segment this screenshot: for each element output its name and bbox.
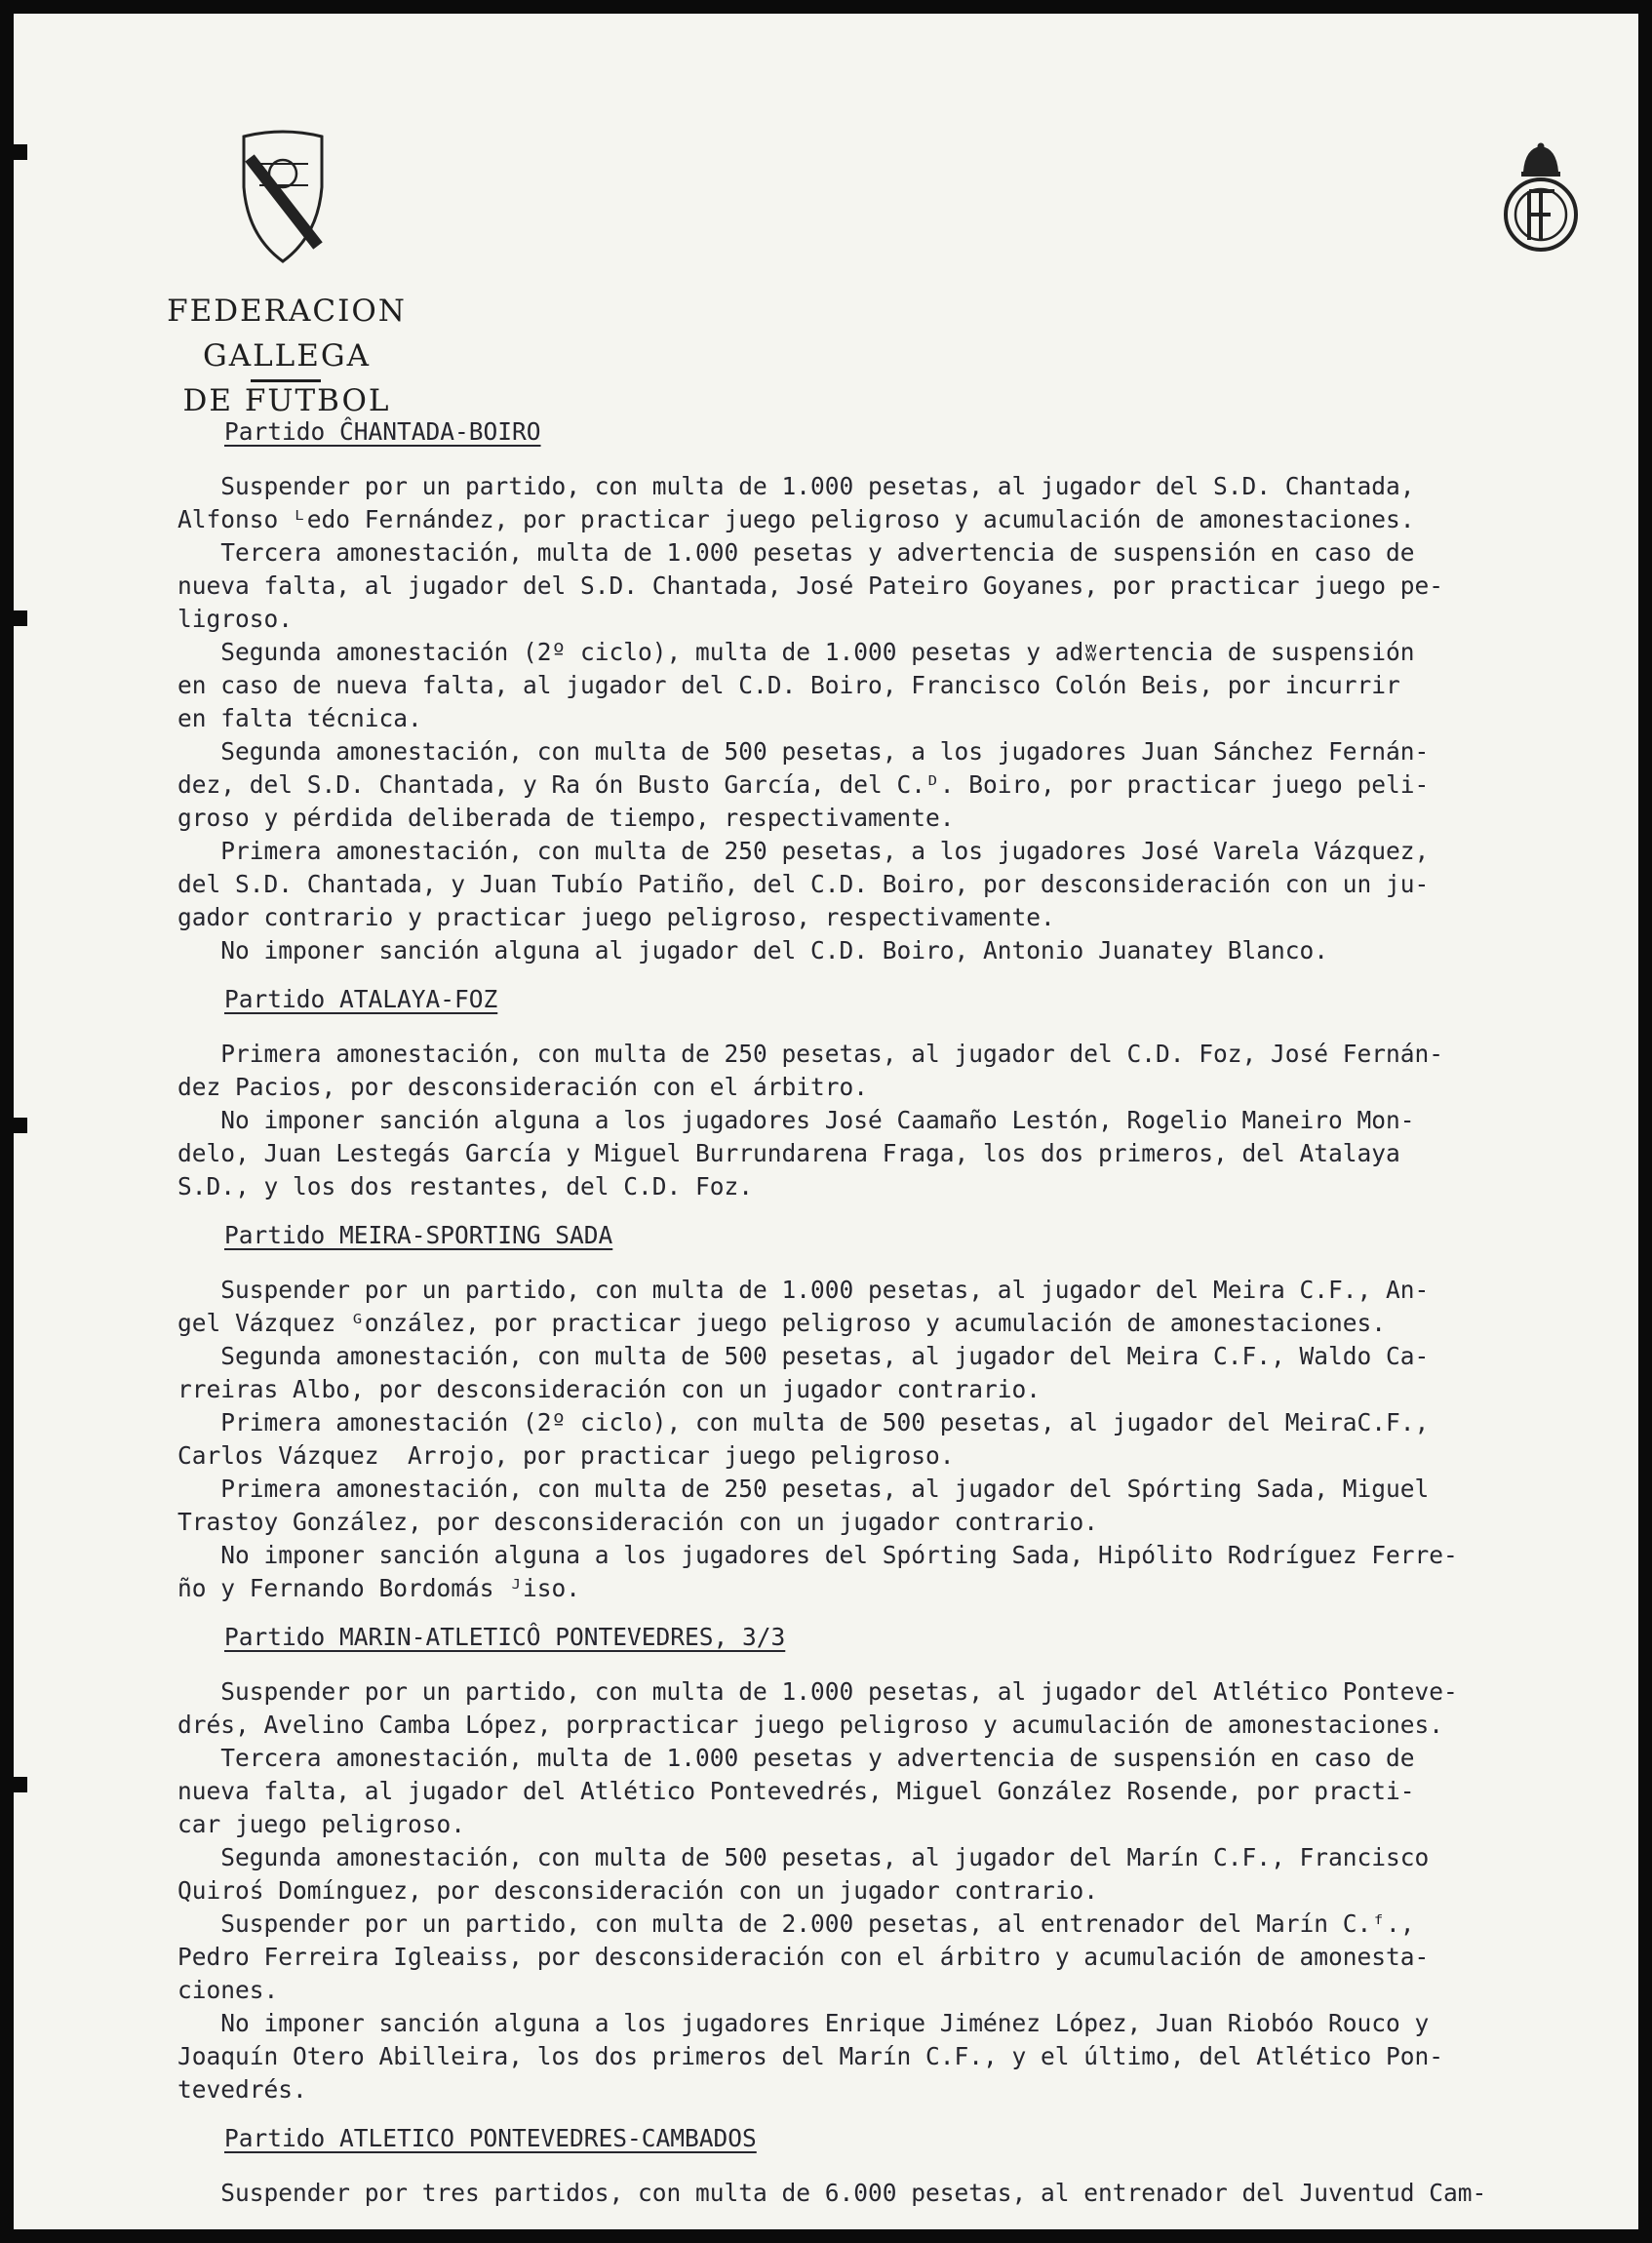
letterhead-divider xyxy=(251,379,321,382)
text-line: ño y Fernando Bordomás ᴶiso. xyxy=(177,1574,581,1602)
text-line: No imponer sanción alguna a los jugadores José Caamaño Lestón, Rogelio Maneiro Mon- xyxy=(177,1106,1415,1134)
text-line: tevedrés. xyxy=(177,2075,307,2104)
text-line: Quiroś Domínguez, por desconsideración con un jugador contrario. xyxy=(177,1876,1099,1905)
sanction-paragraph xyxy=(177,1038,1631,1104)
document-body xyxy=(177,415,1631,2225)
sanction-paragraph xyxy=(177,1908,1631,2007)
text-line: Segunda amonestación, con multa de 500 pesetas, al jugador del Marín C.F., Francisco xyxy=(177,1843,1430,1871)
sanction-paragraph xyxy=(177,1274,1631,1340)
match-section xyxy=(177,983,1631,1203)
text-line: Primera amonestación, con multa de 250 pesetas, al jugador del C.D. Foz, José Fernán- xyxy=(177,1040,1444,1068)
punch-hole xyxy=(14,610,27,626)
organization-letterhead xyxy=(82,289,492,423)
text-line: gador contrario y practicar juego peligroso, respectivamente. xyxy=(177,903,1055,931)
org-name-line1: FEDERACION GALLEGA xyxy=(167,294,407,374)
sanction-paragraph xyxy=(177,1539,1631,1605)
org-name-line2: DE FUTBOL xyxy=(182,383,391,418)
text-line: No imponer sanción alguna a los jugadores del Spórting Sada, Hipólito Rodríguez Ferre- xyxy=(177,1541,1458,1569)
text-line: Primera amonestación, con multa de 250 pesetas, a los jugadores José Varela Vázquez, xyxy=(177,837,1430,865)
text-line: drés, Avelino Camba López, porpracticar juego peligroso y acumulación de amonestaciones. xyxy=(177,1711,1444,1739)
text-line: dez Pacios, por desconsideración con el árbitro. xyxy=(177,1073,869,1101)
punch-hole xyxy=(14,144,27,160)
sanction-paragraph xyxy=(177,1742,1631,1841)
sanction-paragraph xyxy=(177,1841,1631,1908)
text-line: nueva falta, al jugador del S.D. Chantada, José Pateiro Goyanes, por practicar juego pe- xyxy=(177,571,1444,600)
text-line: en falta técnica. xyxy=(177,704,422,732)
match-section xyxy=(177,415,1631,967)
sanction-paragraph xyxy=(177,2007,1631,2106)
match-heading: Partido MEIRA-SPORTING SADA xyxy=(224,1221,613,1249)
text-line: Tercera amonestación, multa de 1.000 pesetas y advertencia de suspensión en caso de xyxy=(177,538,1415,567)
text-line: Alfonso ᴸedo Fernández, por practicar juego peligroso y acumulación de amonestaciones. xyxy=(177,505,1415,533)
text-line: Segunda amonestación, con multa de 500 pesetas, al jugador del Meira C.F., Waldo Ca- xyxy=(177,1342,1430,1370)
text-line: Tercera amonestación, multa de 1.000 pesetas y advertencia de suspensión en caso de xyxy=(177,1744,1415,1772)
text-line: Suspender por tres partidos, con multa de 6.000 pesetas, al entrenador del Juventud Cam- xyxy=(177,2179,1487,2207)
text-line: groso y pérdida deliberada de tiempo, respectivamente. xyxy=(177,804,955,832)
match-heading: Partido ATLETICO PONTEVEDRES-CAMBADOS xyxy=(224,2124,757,2152)
text-line: del S.D. Chantada, y Juan Tubío Patiño, del C.D. Boiro, por desconsideración con un ju- xyxy=(177,870,1430,898)
text-line: Suspender por un partido, con multa de 1.000 pesetas, al jugador del S.D. Chantada, xyxy=(177,472,1415,500)
text-line: Segunda amonestación (2º ciclo), multa de 1.000 pesetas y adʬertencia de suspensión xyxy=(177,638,1415,666)
match-section xyxy=(177,2122,1631,2210)
text-line: No imponer sanción alguna a los jugadores Enrique Jiménez López, Juan Riobóo Rouco y xyxy=(177,2009,1430,2037)
text-line: en caso de nueva falta, al jugador del C.D. Boiro, Francisco Colón Beis, por incurrir xyxy=(177,671,1400,699)
text-line: Primera amonestación, con multa de 250 pesetas, al jugador del Spórting Sada, Miguel xyxy=(177,1475,1430,1503)
text-line: ligroso. xyxy=(177,605,294,633)
text-line: No imponer sanción alguna al jugador del C.D. Boiro, Antonio Juanatey Blanco. xyxy=(177,936,1329,964)
match-section xyxy=(177,1621,1631,2106)
sanction-paragraph xyxy=(177,1675,1631,1742)
text-line: gel Vázquez ᴳonzález, por practicar juego peligroso y acumulación de amonestaciones. xyxy=(177,1309,1387,1337)
text-line: Suspender por un partido, con multa de 1.000 pesetas, al jugador del Atlético Ponteve- xyxy=(177,1677,1458,1706)
text-line: Primera amonestación (2º ciclo), con multa de 500 pesetas, al jugador del MeiraC.F., xyxy=(177,1408,1430,1436)
text-line: Carlos Vázquez Arrojo, por practicar juego peligroso. xyxy=(177,1441,955,1470)
sanction-paragraph xyxy=(177,735,1631,835)
match-heading: Partido MARIN-ATLETICÔ PONTEVEDRES, 3/3 xyxy=(224,1623,786,1651)
match-heading: Partido ĈHANTADA-BOIRO xyxy=(224,417,541,446)
punch-hole xyxy=(14,1118,27,1133)
text-line: car juego peligroso. xyxy=(177,1810,466,1838)
text-line: Suspender por un partido, con multa de 2.000 pesetas, al entrenador del Marín C.ᶠ., xyxy=(177,1909,1415,1938)
text-line: Suspender por un partido, con multa de 1.000 pesetas, al jugador del Meira C.F., An- xyxy=(177,1276,1430,1304)
sanction-paragraph xyxy=(177,1406,1631,1473)
match-heading: Partido ATALAYA-FOZ xyxy=(224,985,498,1013)
sanction-paragraph xyxy=(177,470,1631,636)
match-section xyxy=(177,1219,1631,1605)
text-line: dez, del S.D. Chantada, y Ra ón Busto García, del C.ᴰ. Boiro, por practicar juego peli- xyxy=(177,770,1430,799)
sanction-paragraph xyxy=(177,934,1631,967)
text-line: rreiras Albo, por desconsideración con un jugador contrario. xyxy=(177,1375,1042,1403)
text-line: Trastoy González, por desconsideración con un jugador contrario. xyxy=(177,1508,1099,1536)
sanction-paragraph xyxy=(177,1473,1631,1539)
document-page xyxy=(14,14,1638,2229)
sanction-paragraph xyxy=(177,1104,1631,1203)
shield-emblem-icon xyxy=(240,129,326,265)
punch-hole xyxy=(14,1777,27,1792)
sanction-paragraph xyxy=(177,2177,1631,2210)
text-line: Joaquín Otero Abilleira, los dos primeros del Marín C.F., y el último, del Atlético Pon- xyxy=(177,2042,1444,2070)
sanction-paragraph xyxy=(177,636,1631,735)
sanction-paragraph xyxy=(177,835,1631,934)
sanction-paragraph xyxy=(177,1340,1631,1406)
crowned-federation-emblem-icon xyxy=(1500,142,1582,256)
text-line: delo, Juan Lestegás García y Miguel Burrundarena Fraga, los dos primeros, del Atalaya xyxy=(177,1139,1400,1167)
text-line: Pedro Ferreira Igleaiss, por desconsideración con el árbitro y acumulación de amonesta- xyxy=(177,1943,1430,1971)
text-line: ciones. xyxy=(177,1976,279,2004)
text-line: S.D., y los dos restantes, del C.D. Foz. xyxy=(177,1172,754,1200)
text-line: Segunda amonestación, con multa de 500 pesetas, a los jugadores Juan Sánchez Fernán- xyxy=(177,737,1430,766)
text-line: nueva falta, al jugador del Atlético Pontevedrés, Miguel González Rosende, por practi- xyxy=(177,1777,1415,1805)
